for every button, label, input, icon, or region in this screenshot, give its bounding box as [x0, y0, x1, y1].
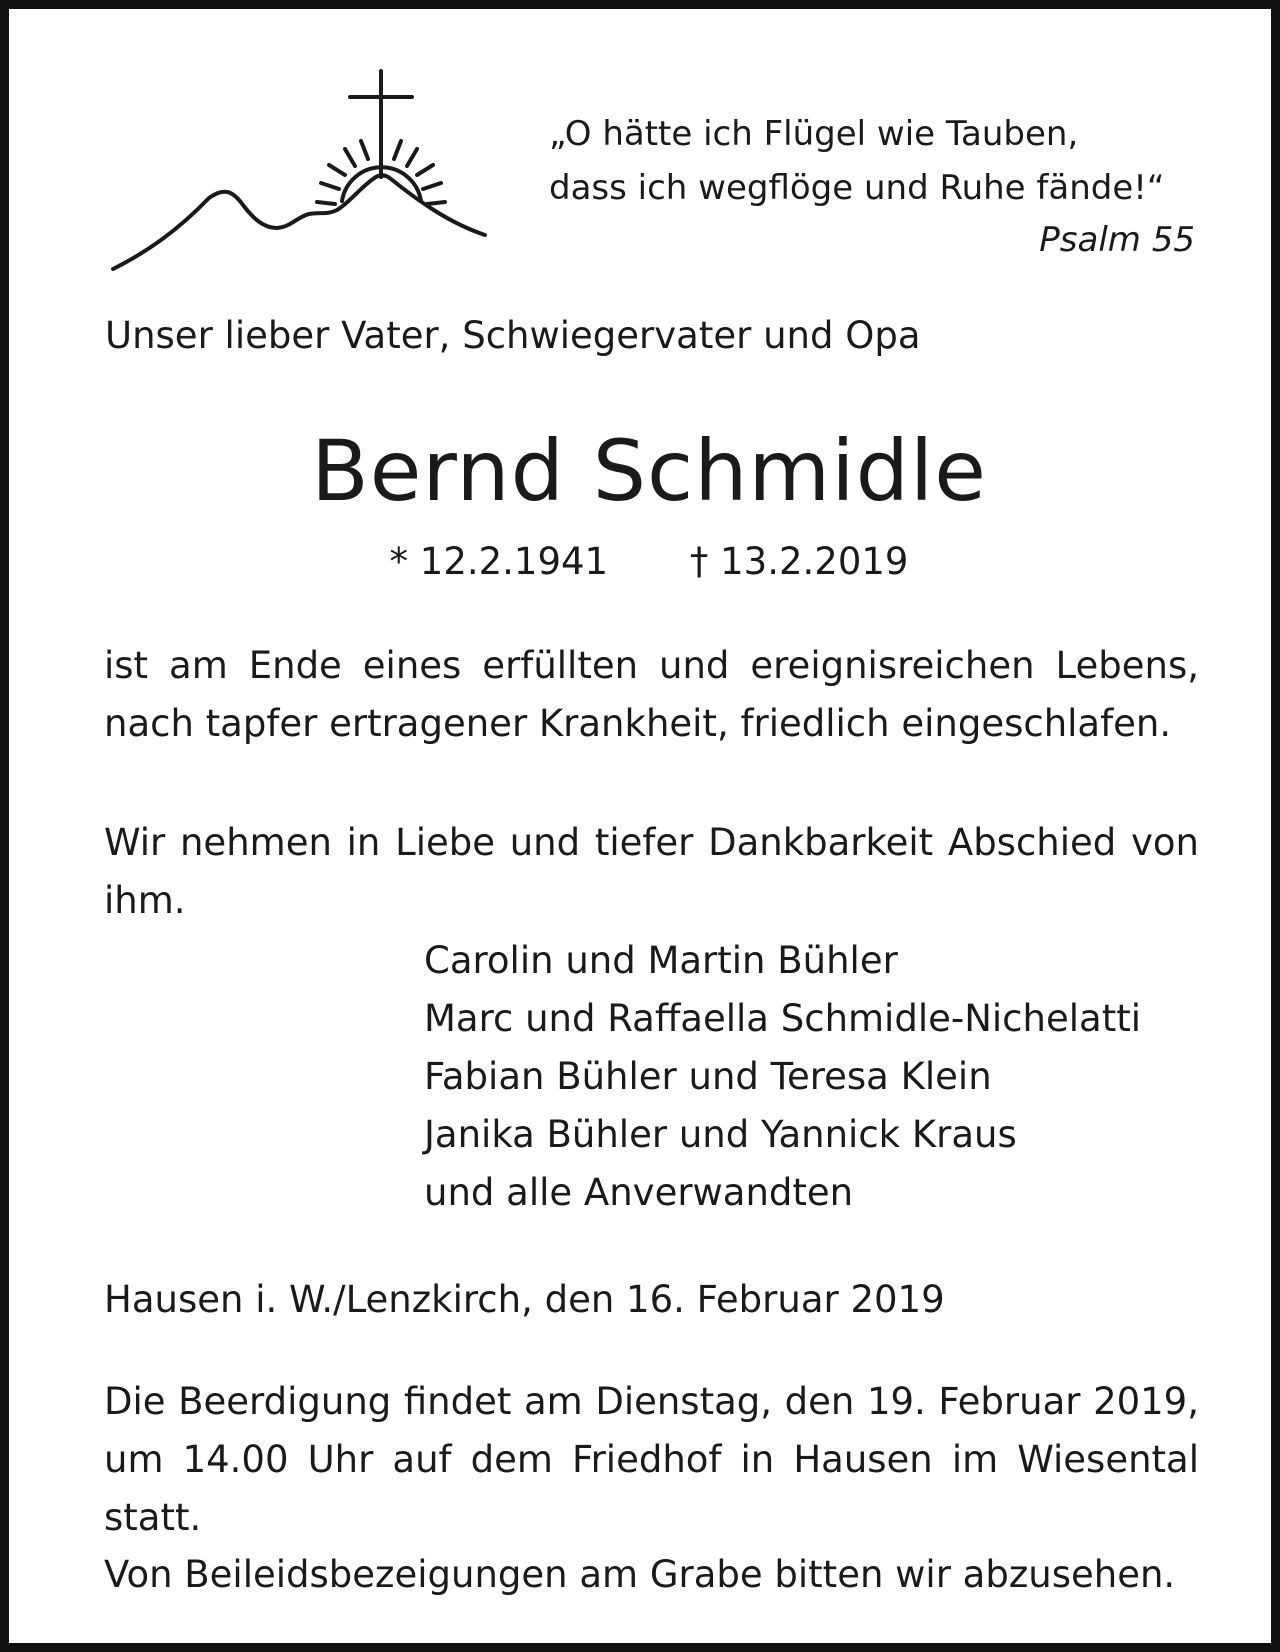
- quote-line-2: dass ich wegflöge und Ruhe fände!“: [549, 168, 1165, 208]
- mourners-list: [424, 932, 1141, 1222]
- body-paragraph-1: ist am Ende eines erfüllten und ereignisreichen Lebens, nach tapfer ertragener Krankheit, friedlich eingeschlafen.: [104, 644, 1199, 745]
- quote-source: Psalm 55: [1039, 220, 1195, 260]
- funeral-details: Die Beerdigung findet am Dienstag, den 19. Februar 2019, um 14.00 Uhr auf dem Friedhof in Hausen im Wiesental statt.: [104, 1380, 1199, 1539]
- deceased-name: Bernd Schmidle: [311, 422, 987, 520]
- death-date: † 13.2.2019: [689, 540, 909, 583]
- mourner-line: und alle Anverwandten: [424, 1171, 854, 1214]
- life-dates: [9, 537, 1280, 587]
- mourner-line: Janika Bühler und Yannick Kraus: [424, 1113, 1017, 1156]
- body-paragraph-2: Wir nehmen in Liebe und tiefer Dankbarkeit Abschied von ihm.: [104, 821, 1199, 922]
- cross-mountain-sun-icon: [109, 65, 489, 275]
- birth-date: * 12.2.1941: [389, 540, 609, 583]
- intro-line: Unser lieber Vater, Schwiegervater und Opa: [105, 314, 921, 357]
- quote-line-1: „O hätte ich Flügel wie Tauben,: [549, 114, 1079, 154]
- mourner-line: Marc und Raffaella Schmidle-Nichelatti: [424, 997, 1141, 1040]
- psalm-quote: [549, 107, 1209, 267]
- mourner-line: Fabian Bühler und Teresa Klein: [424, 1055, 992, 1098]
- mourner-line: Carolin und Martin Bühler: [424, 939, 898, 982]
- condolence-note: Von Beileidsbezeigungen am Grabe bitten wir abzusehen.: [104, 1553, 1176, 1596]
- place-and-date: Hausen i. W./Lenzkirch, den 16. Februar 2019: [104, 1278, 945, 1321]
